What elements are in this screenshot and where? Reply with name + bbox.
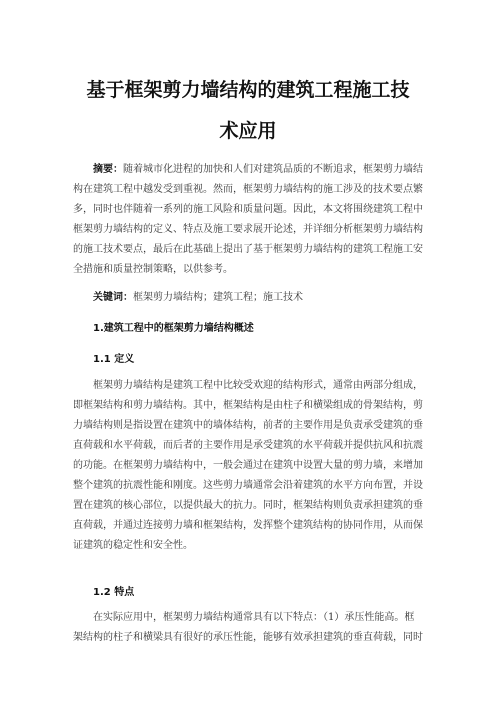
keywords-label: 关键词： — [93, 292, 133, 303]
paper-title-line-1: 基于框架剪力墙结构的建筑工程施工技 — [86, 79, 410, 101]
abstract-line — [73, 160, 425, 180]
abstract-line: 框架剪力墙结构的定义、特点及施工要求展开论述，并详细分析框架剪力墙结构 — [73, 224, 423, 235]
body-line: 力墙结构则是指设置在建筑中的墙体结构，前者的主要作用是负责承受建筑的垂 — [73, 420, 423, 431]
body-line: 即框架结构和剪力墙结构。其中，框架结构是由柱子和横梁组成的骨架结构，剪 — [73, 400, 423, 411]
abstract-line: 的施工技术要点，最后在此基础上提出了基于框架剪力墙结构的建筑工程施工安 — [73, 244, 423, 255]
section-1-2-paragraph — [73, 608, 425, 648]
body-line: 的功能。在框架剪力墙结构中，一般会通过在建筑中设置大量的剪力墙，来增加 — [73, 460, 423, 471]
body-line: 框架剪力墙结构是建筑工程中比较受欢迎的结构形式，通常由两部分组成， — [93, 380, 423, 391]
body-line: 架结构的柱子和横梁具有很好的承压性能，能够有效承担建筑的垂直荷载，同时 — [73, 632, 423, 643]
section-1-1-paragraph — [73, 376, 425, 556]
body-line: 直荷载和水平荷载，而后者的主要作用是承受建筑的水平荷载并提供抗风和抗震 — [73, 440, 423, 451]
section-1-2-heading: 1.2 特点 — [93, 587, 135, 598]
keywords-text: 框架剪力墙结构；建筑工程；施工技术 — [133, 292, 303, 303]
paper-title-line-2: 术应用 — [219, 120, 277, 142]
section-1-heading: 1.建筑工程中的框架剪力墙结构概述 — [93, 323, 254, 334]
abstract-line: 全措施和质量控制策略，以供参考。 — [73, 264, 233, 275]
section-1-1-heading: 1.1 定义 — [93, 354, 135, 365]
keywords-paragraph — [73, 288, 425, 308]
abstract-text: 随着城市化进程的加快和人们对建筑品质的不断追求，框架剪力墙结 — [123, 164, 423, 175]
abstract-line: 多，同时也伴随着一系列的施工风险和质量问题。因此，本文将围绕建筑工程中 — [73, 204, 423, 215]
body-line: 在实际应用中，框架剪力墙结构通常具有以下特点：（1）承压性能高。框 — [93, 612, 415, 623]
abstract-paragraph — [73, 160, 425, 280]
body-line: 整个建筑的抗震性能和刚度。这些剪力墙通常会沿着建筑的水平方向布置，并设 — [73, 480, 423, 491]
body-line: 直荷载，并通过连接剪力墙和框架结构，发挥整个建筑结构的协同作用，从而保 — [73, 520, 423, 531]
abstract-line: 构在建筑工程中越发受到重视。然而，框架剪力墙结构的施工涉及的技术要点繁 — [73, 184, 423, 195]
abstract-label: 摘要： — [93, 164, 123, 175]
body-line: 置在建筑的核心部位，以提供最大的抗力。同时，框架结构则负责承担建筑的垂 — [73, 500, 423, 511]
body-line: 证建筑的稳定性和安全性。 — [73, 540, 193, 551]
